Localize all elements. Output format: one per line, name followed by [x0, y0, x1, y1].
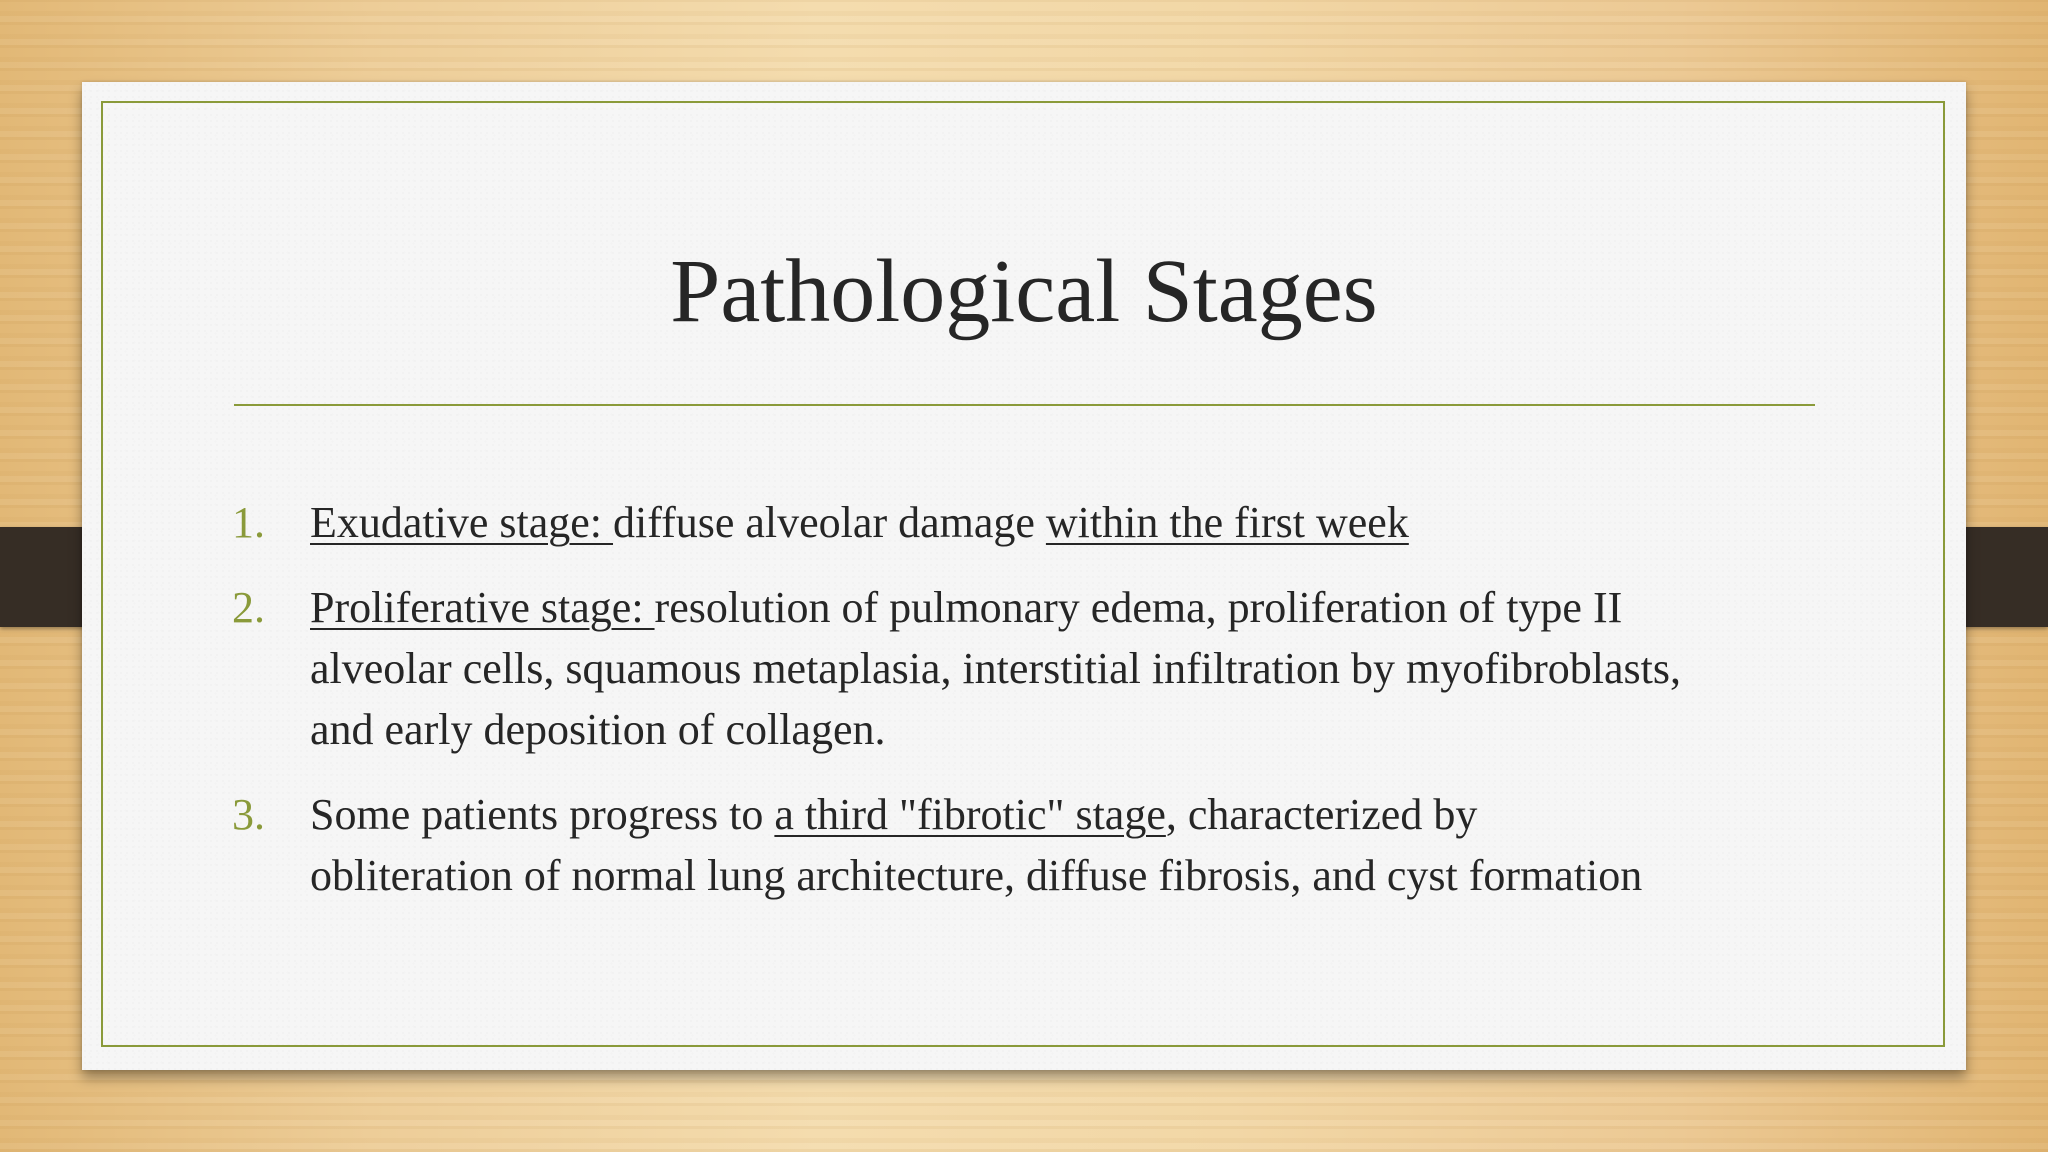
- stage-label: Exudative stage:: [310, 498, 614, 547]
- list-number: 3.: [232, 790, 265, 839]
- stage-emphasis: within the first week: [1045, 498, 1409, 547]
- stage-item-exudative: [228, 492, 1688, 553]
- stage-text: , characterized by obliteration of normal lung architecture, diffuse fibrosis, and cyst formation: [310, 790, 1643, 900]
- list-number: 1.: [232, 498, 265, 547]
- stage-text: diffuse alveolar damage: [613, 498, 1046, 547]
- stage-text: Some patients progress to: [310, 790, 775, 839]
- stage-label: Proliferative stage:: [310, 583, 655, 632]
- list-number: 2.: [232, 583, 265, 632]
- stage-item-fibrotic: [228, 784, 1688, 906]
- stage-item-proliferative: [228, 577, 1688, 760]
- stage-list: [228, 492, 1688, 930]
- title-divider: [234, 404, 1815, 406]
- stage-emphasis: a third "fibrotic" stage: [774, 790, 1166, 839]
- stage-text: resolution of pulmonary edema, proliferation of type II alveolar cells, squamous metaplasia, interstitial infiltration by myofibroblasts, and early deposition of collagen.: [310, 583, 1682, 754]
- slide-title: Pathological Stages: [670, 242, 1378, 341]
